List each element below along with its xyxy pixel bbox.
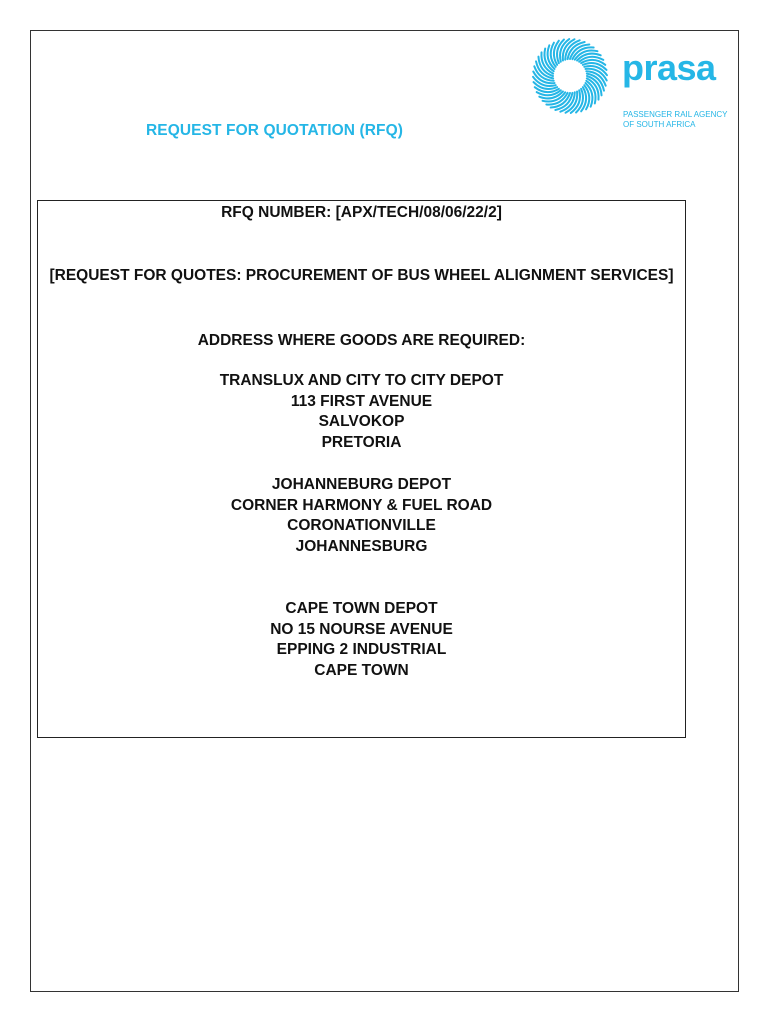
prasa-logo	[530, 36, 730, 136]
depot-city: CAPE TOWN	[314, 661, 409, 679]
depot-city: JOHANNESBURG	[295, 537, 428, 555]
document-heading: REQUEST FOR QUOTATION (RFQ)	[146, 122, 403, 139]
depot-address-johannesburg	[38, 475, 685, 557]
depot-name: TRANSLUX AND CITY TO CITY DEPOT	[219, 372, 504, 389]
address-heading: ADDRESS WHERE GOODS ARE REQUIRED:	[197, 332, 526, 349]
depot-street: 113 FIRST AVENUE	[290, 392, 433, 410]
rfq-number: RFQ NUMBER: [APX/TECH/08/06/22/2]	[221, 204, 502, 221]
depot-street: CORNER HARMONY & FUEL ROAD	[230, 496, 493, 514]
depot-city: PRETORIA	[321, 433, 402, 451]
depot-name: CAPE TOWN DEPOT	[285, 600, 438, 617]
depot-address-cape-town	[38, 599, 685, 681]
depot-suburb: EPPING 2 INDUSTRIAL	[276, 641, 447, 659]
logo-tagline-line1: PASSENGER RAIL AGENCY	[623, 110, 728, 119]
depot-suburb: SALVOKOP	[318, 413, 405, 431]
depot-suburb: CORONATIONVILLE	[287, 517, 436, 535]
depot-name: JOHANNEBURG DEPOT	[271, 476, 452, 493]
depot-address-pretoria	[38, 371, 685, 453]
logo-tagline-line2: OF SOUTH AFRICA	[623, 119, 696, 129]
depot-street: NO 15 NOURSE AVENUE	[270, 620, 453, 638]
prasa-sunburst-logo-icon	[530, 36, 610, 116]
logo-tagline	[623, 110, 727, 129]
rfq-subject: [REQUEST FOR QUOTES: PROCUREMENT OF BUS WHEEL ALIGNMENT SERVICES]	[49, 267, 674, 284]
rfq-details-box	[37, 200, 686, 738]
logo-wordmark: prasa	[622, 47, 716, 88]
